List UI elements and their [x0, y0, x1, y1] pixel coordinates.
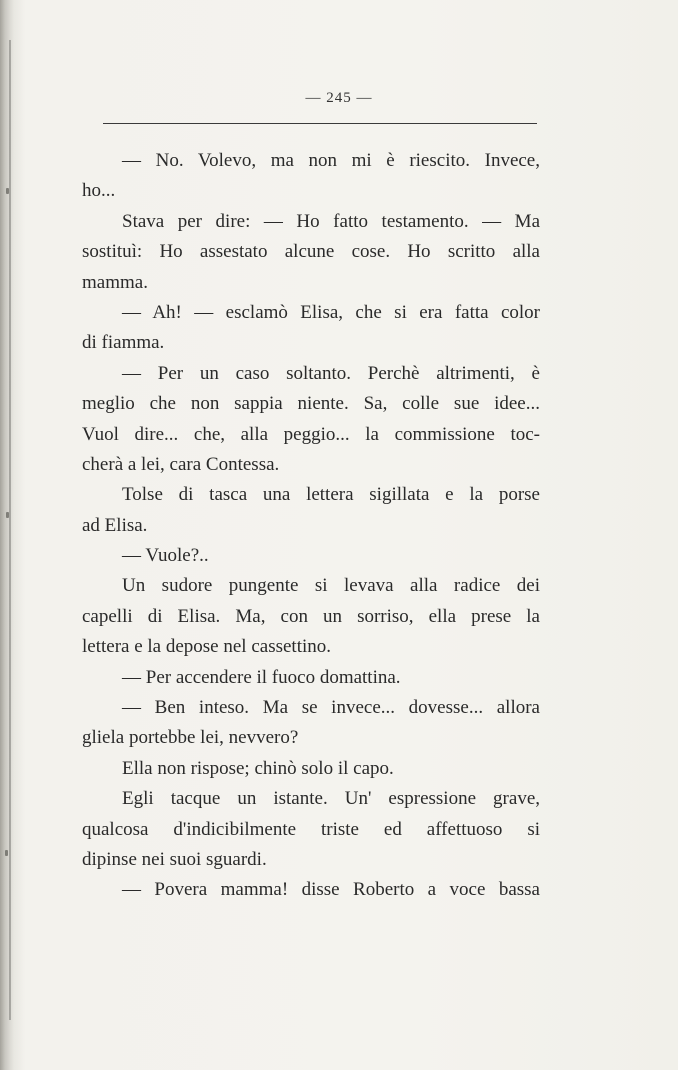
text-line: lettera e la depose nel cassettino. [82, 636, 332, 658]
text-line: dipinse nei suoi sguardi. [82, 848, 267, 870]
text-line: — Vuole?.. [122, 545, 209, 567]
text-line: qualcosa d'indicibilmente triste ed affettuoso si [82, 818, 540, 840]
text-line: mamma. [82, 271, 148, 293]
text-line: Ella non rispose; chinò solo il capo. [122, 757, 394, 779]
text-line: gliela portebbe lei, nevvero? [82, 727, 299, 749]
header-rule [103, 123, 537, 124]
text-line: Tolse di tasca una lettera sigillata e la porse [122, 484, 540, 506]
text-line: — Ah! — esclamò Elisa, che si era fatta color [122, 301, 540, 323]
ink-speck [5, 850, 8, 856]
text-line: capelli di Elisa. Ma, con un sorriso, ella prese la [82, 605, 540, 627]
text-line: Un sudore pungente si levava alla radice dei [122, 575, 540, 597]
text-line: ho... [82, 180, 116, 202]
page-spine-shadow [0, 0, 26, 1070]
page-number: — 245 — [305, 90, 373, 106]
text-line: — Per un caso soltanto. Perchè altrimenti, è [122, 362, 540, 384]
text-line: — No. Volevo, ma non mi è riescito. Invece, [122, 150, 540, 171]
text-line: Egli tacque un istante. Un' espressione grave, [122, 788, 540, 810]
text-line: — Ben inteso. Ma se invece... dovesse... allora [122, 697, 540, 719]
spine-edge-line [9, 40, 11, 1020]
ink-speck [6, 512, 9, 518]
ink-speck [6, 188, 9, 194]
text-line: meglio che non sappia niente. Sa, colle sue idee... [82, 393, 540, 415]
text-line: di fiamma. [82, 332, 165, 354]
text-line: cherà a lei, cara Contessa. [82, 453, 280, 475]
text-line: Stava per dire: — Ho fatto testamento. — Ma [122, 210, 540, 232]
text-line: Vuol dire... che, alla peggio... la commissione toc- [82, 423, 540, 445]
body-text [82, 146, 540, 906]
text-line: — Per accendere il fuoco domattina. [122, 666, 401, 688]
text-line: ad Elisa. [82, 514, 148, 536]
text-line: sostituì: Ho assestato alcune cose. Ho scritto alla [82, 241, 540, 263]
text-line: — Povera mamma! disse Roberto a voce bassa [122, 879, 540, 901]
